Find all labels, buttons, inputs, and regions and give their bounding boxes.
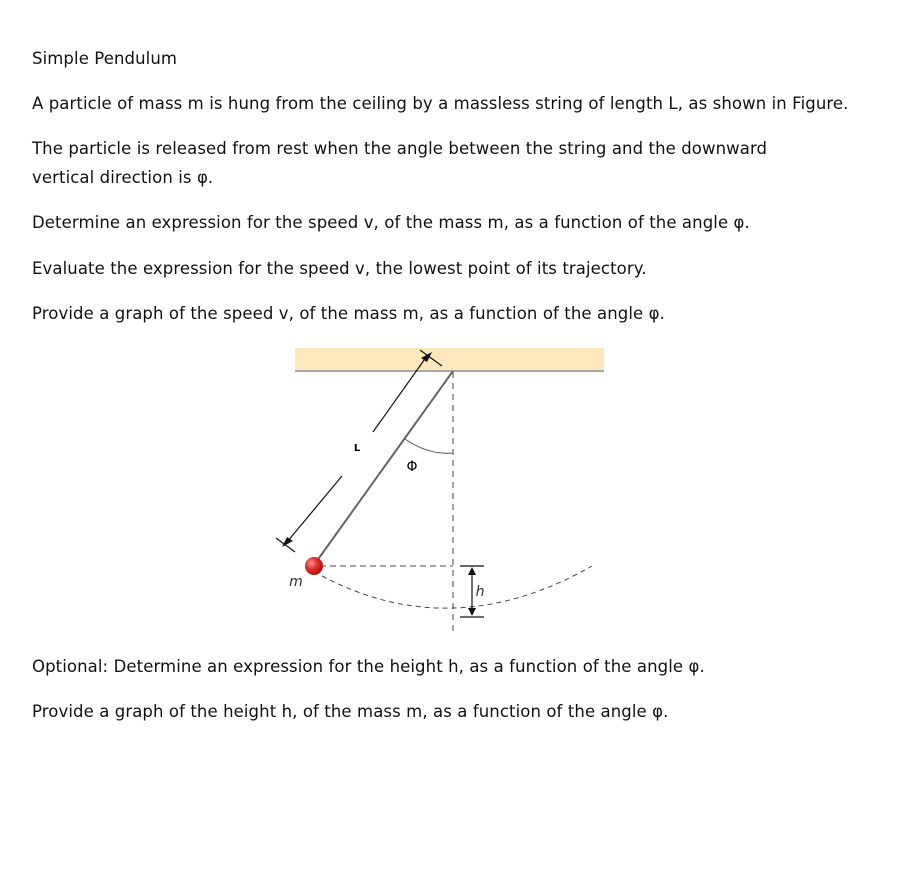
height-label: h xyxy=(475,584,485,600)
optional-height-expression: Optional: Determine an expression for the height h, as a function of the angle φ. xyxy=(32,657,705,676)
optional-height-graph: Provide a graph of the height h, of the mass m, as a function of the angle φ. xyxy=(32,702,669,721)
task-speed-lowest-point: Evaluate the expression for the speed v, the lowest point of its trajectory. xyxy=(32,259,647,278)
ceiling xyxy=(295,348,604,371)
page-title: Simple Pendulum xyxy=(32,49,178,68)
height-arrowhead-bottom xyxy=(468,608,476,616)
task-speed-graph: Provide a graph of the speed v, of the mass m, as a function of the angle φ. xyxy=(32,304,665,323)
length-arrowhead-bottom xyxy=(282,537,293,547)
mass-label: m xyxy=(289,574,303,590)
task-speed-expression: Determine an expression for the speed v, of the mass m, as a function of the angle φ. xyxy=(32,213,750,232)
angle-arc xyxy=(405,439,453,453)
height-arrowhead-top xyxy=(468,567,476,575)
length-label: L xyxy=(353,443,361,454)
angle-label: Φ xyxy=(406,459,418,475)
paragraph-release: The particle is released from rest when the angle between the string and the downward vertical direction is φ. xyxy=(32,139,768,187)
pendulum-string xyxy=(314,371,453,565)
length-dimension-line-lower xyxy=(287,476,342,542)
trajectory-arc xyxy=(322,566,592,608)
mass-ball xyxy=(305,557,323,575)
paragraph-setup: A particle of mass m is hung from the ceiling by a massless string of length L, as shown in Figure. xyxy=(32,94,849,113)
